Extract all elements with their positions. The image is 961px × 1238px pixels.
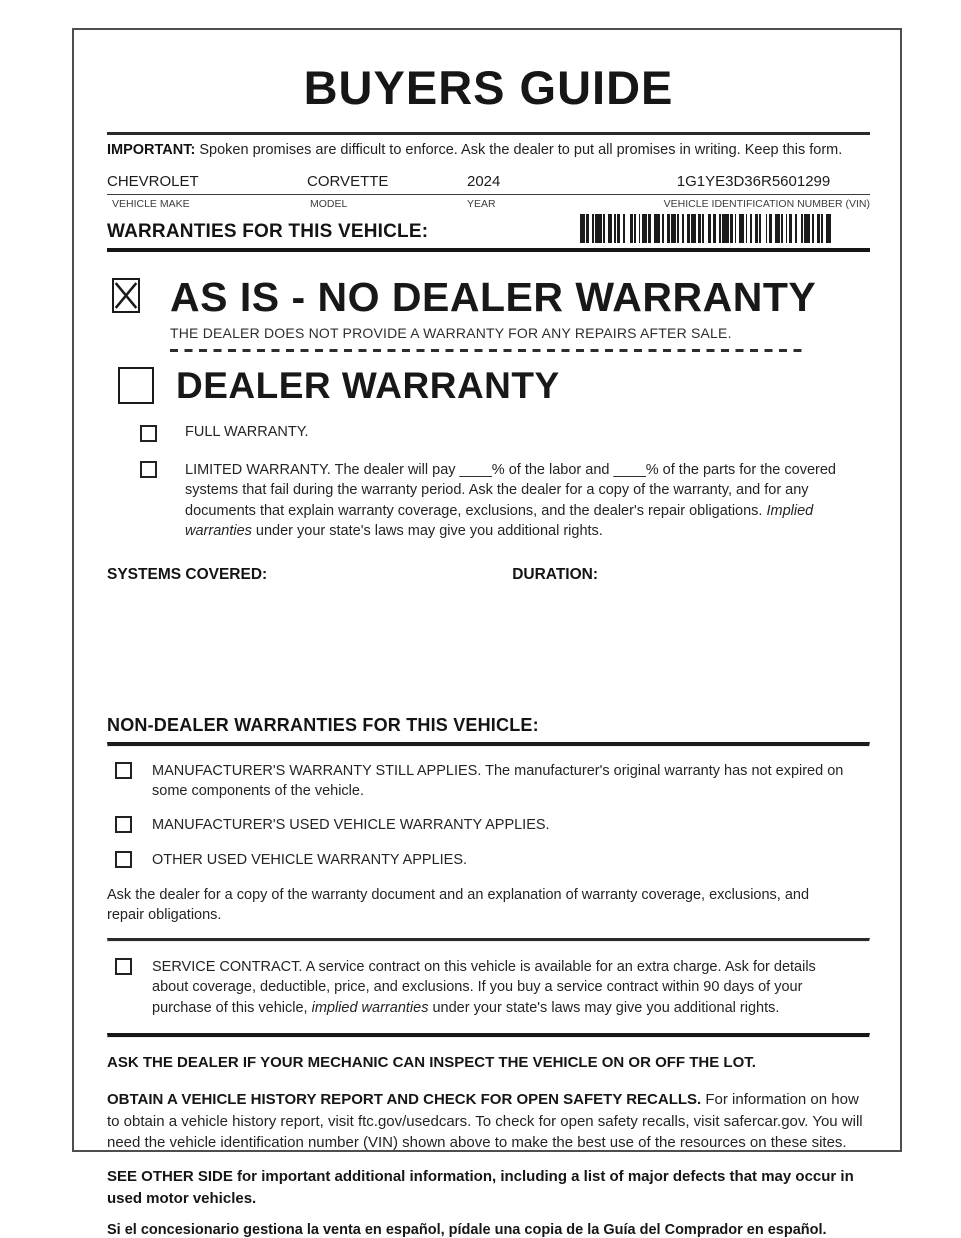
important-label: IMPORTANT: <box>107 142 196 158</box>
history-report-paragraph <box>107 1089 870 1153</box>
divider <box>107 938 870 942</box>
page-title: BUYERS GUIDE <box>303 61 674 114</box>
non-dealer-heading: NON-DEALER WARRANTIES FOR THIS VEHICLE: <box>107 714 539 735</box>
vehicle-make-label: VEHICLE MAKE <box>112 198 190 210</box>
systems-duration-row <box>107 566 870 584</box>
manufacturer-warranty-checkbox[interactable] <box>115 762 132 779</box>
vehicle-model-label: MODEL <box>310 198 348 210</box>
vehicle-vin-value: 1G1YE3D36R5601299 <box>676 173 831 190</box>
limited-warranty-text <box>185 460 845 542</box>
vehicle-year-label: YEAR <box>467 198 496 210</box>
manufacturer-warranty-row <box>115 761 870 802</box>
warranties-heading: WARRANTIES FOR THIS VEHICLE: <box>107 221 429 242</box>
dashed-divider <box>170 349 806 352</box>
see-other-side-notice: SEE OTHER SIDE for important additional information, including a list of major defects that may occur in used motor vehicles. <box>107 1168 854 1207</box>
as-is-subtitle: THE DEALER DOES NOT PROVIDE A WARRANTY FOR ANY REPAIRS AFTER SALE. <box>170 325 732 341</box>
history-report-bold: OBTAIN A VEHICLE HISTORY REPORT AND CHECK FOR OPEN SAFETY RECALLS. <box>107 1091 702 1109</box>
manufacturer-used-warranty-label: MANUFACTURER'S USED VEHICLE WARRANTY APPLIES. <box>152 817 550 834</box>
other-used-warranty-text <box>152 850 852 870</box>
blank-fill-in-area <box>107 584 870 715</box>
service-contract-label: SERVICE CONTRACT. <box>152 958 303 975</box>
as-is-section <box>107 274 870 321</box>
spanish-notice: Si el concesionario gestiona la venta en español, pídale una copia de la Guía del Comprador en español. <box>107 1221 827 1238</box>
implied-warranties-italic: Implied warranties <box>185 502 814 540</box>
inspect-notice: ASK THE DEALER IF YOUR MECHANIC CAN INSPECT THE VEHICLE ON OR OFF THE LOT. <box>107 1054 756 1072</box>
vehicle-vin-label: VEHICLE IDENTIFICATION NUMBER (VIN) <box>663 198 870 210</box>
as-is-title: AS IS - NO DEALER WARRANTY <box>170 274 817 320</box>
vin-barcode <box>580 214 872 243</box>
dealer-warranty-checkbox[interactable] <box>118 367 154 404</box>
history-report-text: For information on how to obtain a vehicle history report, visit ftc.gov/usedcars. To check for open safety recalls, visit safercar.gov. You will need the vehicle identification number (VIN) shown above to make the best use of the resources on these sites. <box>107 1091 863 1151</box>
important-text: Spoken promises are difficult to enforce. Ask the dealer to put all promises in writing. Keep this form. <box>199 142 843 158</box>
as-is-check-x-icon <box>114 280 138 311</box>
manufacturer-used-warranty-text <box>152 815 852 835</box>
service-contract-text <box>152 957 852 1019</box>
limited-warranty-label: LIMITED WARRANTY. <box>185 461 331 478</box>
full-warranty-row <box>140 424 870 442</box>
divider <box>107 1033 870 1038</box>
divider <box>107 742 870 747</box>
buyers-guide-form <box>72 28 902 1238</box>
vehicle-info-strip <box>107 173 870 210</box>
non-dealer-note: Ask the dealer for a copy of the warranty document and an explanation of warranty coverage, exclusions, and repair obligations. <box>107 887 810 924</box>
full-warranty-checkbox[interactable] <box>140 425 157 442</box>
manufacturer-used-warranty-row <box>115 815 870 835</box>
important-note <box>107 142 870 158</box>
vehicle-model-value: CORVETTE <box>307 173 389 190</box>
service-contract-body: A service contract on this vehicle is available for an extra charge. Ask for details about coverage, deductible, price, and exclusions. If you buy a service contract within 90 days of your purchase of this vehicle, <box>152 958 816 1016</box>
divider <box>107 132 870 135</box>
systems-covered-label: SYSTEMS COVERED: <box>107 565 268 583</box>
service-contract-row <box>115 957 870 1019</box>
limited-warranty-body: The dealer will pay ____% of the labor and ____% of the parts for the covered systems that fail during the warranty period. Ask the dealer for a copy of the warranty, and for any documents that explain warranty coverage, exclusions, and the dealer's repair obligations. <box>185 461 836 519</box>
manufacturer-warranty-detail: The manufacturer's original warranty has not expired on some components of the vehicle. <box>152 762 844 800</box>
implied-warranties-italic: implied warranties <box>311 999 429 1016</box>
full-warranty-label: FULL WARRANTY. <box>185 423 309 440</box>
warranties-header-row <box>107 214 870 252</box>
other-used-warranty-checkbox[interactable] <box>115 851 132 868</box>
duration-label: DURATION: <box>512 565 599 583</box>
vehicle-year-value: 2024 <box>467 173 501 190</box>
dealer-warranty-title: DEALER WARRANTY <box>176 364 560 406</box>
other-used-warranty-row <box>115 850 870 870</box>
manufacturer-warranty-text <box>152 761 852 802</box>
other-used-warranty-label: OTHER USED VEHICLE WARRANTY APPLIES. <box>152 851 468 868</box>
manufacturer-used-warranty-checkbox[interactable] <box>115 816 132 833</box>
limited-warranty-row <box>140 460 870 542</box>
service-contract-checkbox[interactable] <box>115 958 132 975</box>
limited-warranty-checkbox[interactable] <box>140 461 157 478</box>
manufacturer-warranty-label: MANUFACTURER'S WARRANTY STILL APPLIES. <box>152 762 482 779</box>
as-is-checkbox[interactable] <box>112 278 140 313</box>
service-contract-body-2: under your state's laws may give you additional rights. <box>432 999 780 1016</box>
dealer-warranty-section <box>107 365 870 407</box>
vehicle-make-value: CHEVROLET <box>107 173 199 190</box>
limited-warranty-body-2: under your state's laws may give you additional rights. <box>255 523 603 540</box>
